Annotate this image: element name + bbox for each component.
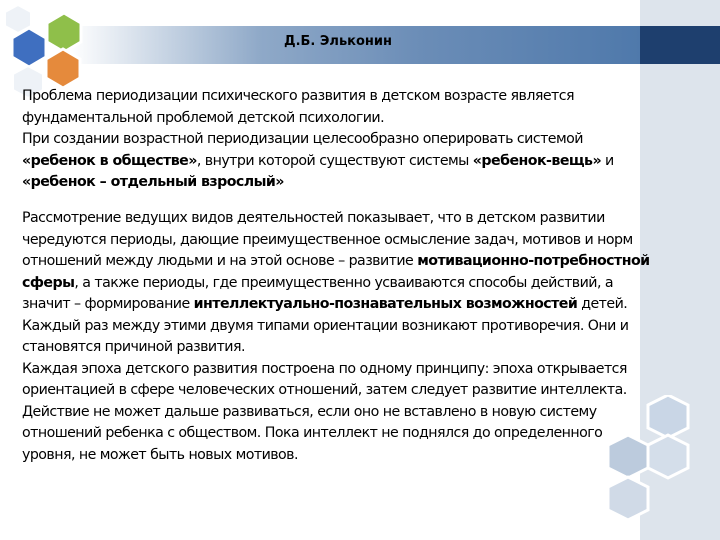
text-line: Проблема периодизации психического развития в детском возрасте является [22,88,574,104]
text-line: ориентацией в сфере человеческих отношений, затем следует развитие интеллекта. [22,382,627,398]
bold-term: «ребенок-вещь» [472,152,602,169]
text-run: значит – формирование [22,296,194,312]
intro-paragraph [22,86,634,194]
text-run: и [601,152,614,169]
title-bar-accent [640,26,720,64]
text-line: Каждая эпоха детского развития построена по одному принципу: эпоха открывается [22,360,627,377]
hexagon-light-1-icon [648,395,688,438]
text-line [22,251,650,273]
hexagon-light-4-icon [608,477,648,520]
hexagon-orange-icon [46,49,80,88]
text-line: Действие не может дальше развиваться, если оно не вставлено в новую систему [22,403,597,420]
text-line: чередуются периоды, дающие преимущественное осмысление задач, мотивов и норм [22,231,633,248]
text-line: При создании возрастной периодизации целесообразно оперировать системой [22,131,583,147]
text-line: уровня, не может быть новых мотивов. [22,446,298,463]
text-line [22,273,634,295]
text-line: становятся причиной развития. [22,339,245,355]
bold-term: интеллектуально-познавательных возможностей [193,296,578,312]
slide-title: Д.Б. Эльконин [284,34,392,49]
text-run: , внутри которой существуют системы [196,152,473,169]
text-line [22,151,634,173]
text-line: отношений ребенка с обществом. Пока интеллект не поднялся до определенного [22,425,603,441]
bold-term: «ребенок в обществе» [22,152,197,169]
text-line: Каждый раз между этими двумя типами ориентации возникают противоречия. Они и [22,317,629,334]
text-line [22,294,634,316]
text-run: , а также периоды, где преимущественно усваиваются способы действий, а [74,274,614,291]
main-paragraph [22,208,650,466]
hexagon-green-icon [47,13,81,52]
bold-term-line: «ребенок – отдельный взрослый» [22,174,284,190]
text-run: детей. [577,296,628,312]
hexagon-blue-icon [12,28,46,67]
text-run: отношений между людьми и на этой основе – развитие [22,253,418,269]
bold-term: сферы [22,274,75,291]
bold-term: мотивационно-потребностной [417,253,650,269]
hexagon-cluster-top-icon [0,0,120,100]
text-line: Рассмотрение ведущих видов деятельностей показывает, что в детском развитии [22,210,605,226]
text-line: фундаментальной проблемой детской психологии. [22,109,385,126]
hexagon-light-3-icon [648,435,688,478]
